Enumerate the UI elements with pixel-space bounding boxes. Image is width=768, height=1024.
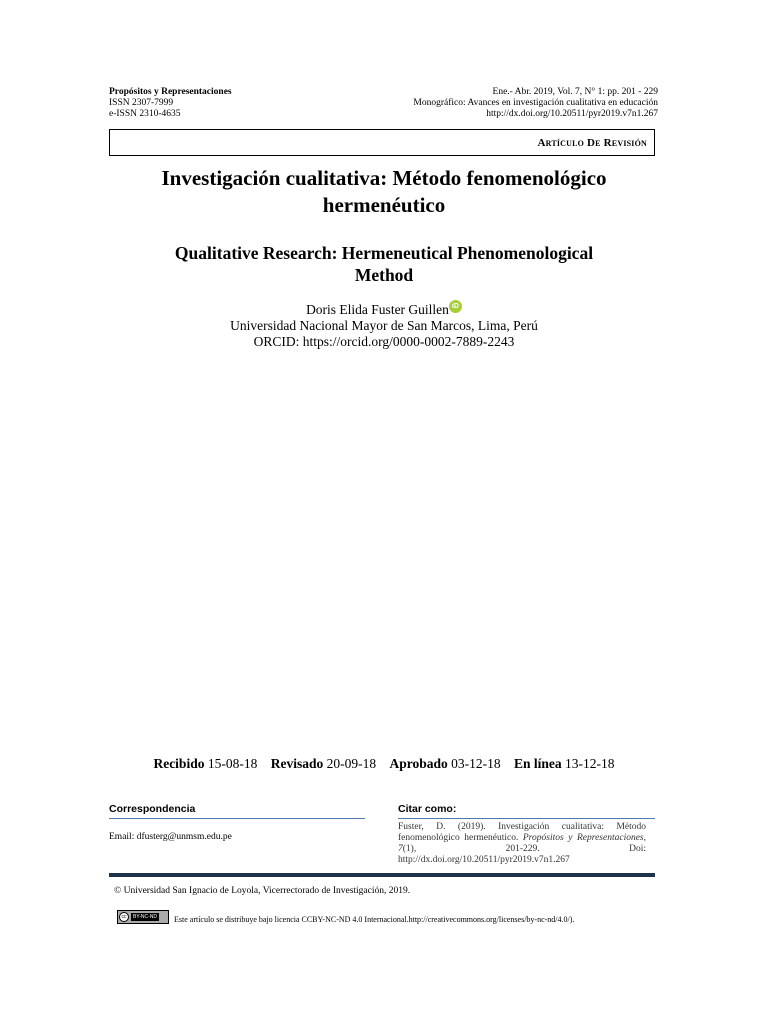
cite-divider bbox=[398, 818, 655, 819]
author-block bbox=[110, 302, 658, 350]
journal-header-left bbox=[109, 87, 232, 120]
issue-info: Ene.- Abr. 2019, Vol. 7, N° 1: pp. 201 - 229 bbox=[492, 87, 658, 97]
footer-divider-bar bbox=[109, 873, 655, 877]
cc-icon: cc bbox=[119, 912, 129, 922]
author-orcid[interactable]: ORCID: https://orcid.org/0000-0002-7889-2243 bbox=[253, 334, 515, 349]
online-date: 13-12-18 bbox=[565, 756, 615, 771]
citation-volume: 7 bbox=[398, 844, 403, 854]
approved-date: 03-12-18 bbox=[451, 756, 501, 771]
approved-label: Aprobado bbox=[389, 756, 448, 771]
cite-heading: Citar como: bbox=[398, 803, 457, 815]
journal-header-right bbox=[413, 87, 658, 120]
title-english-line2: Method bbox=[354, 265, 414, 285]
title-english-line1: Qualitative Research: Hermeneutical Phenomenological bbox=[174, 243, 594, 263]
article-type: Artículo De Revisión bbox=[537, 137, 647, 149]
header-doi-link[interactable]: http://dx.doi.org/10.20511/pyr2019.v7n1.267 bbox=[486, 109, 658, 119]
cc-license-badge[interactable] bbox=[117, 910, 169, 924]
copyright-notice: © Universidad San Ignacio de Loyola, Vicerrectorado de Investigación, 2019. bbox=[114, 886, 411, 896]
revised-date: 20-09-18 bbox=[326, 756, 377, 771]
title-english bbox=[110, 242, 658, 286]
publication-dates bbox=[110, 756, 658, 772]
revised-label: Revisado bbox=[270, 756, 324, 771]
received-label: Recibido bbox=[153, 756, 205, 771]
citation-part2: (1), 201-229. Doi: http://dx.doi.org/10.20511/pyr2019.v7n1.267 bbox=[398, 844, 646, 865]
journal-name: Propósitos y Representaciones bbox=[109, 87, 232, 97]
orcid-icon[interactable]: iD bbox=[449, 300, 462, 313]
monograph-info: Monográfico: Avances en investigación cualitativa en educación bbox=[413, 98, 658, 108]
issn: ISSN 2307-7999 bbox=[109, 98, 174, 108]
author-affiliation: Universidad Nacional Mayor de San Marcos, Lima, Perú bbox=[230, 318, 538, 333]
citation-text bbox=[398, 822, 646, 866]
title-spanish bbox=[110, 165, 658, 219]
citation-journal: Propósitos y Representaciones, bbox=[522, 833, 646, 843]
license-text: Este artículo se distribuye bajo licencia CCBY-NC-ND 4.0 Internacional.http://creativecommons.org/licenses/by-nc-nd/4.0/). bbox=[174, 915, 575, 924]
eissn: e-ISSN 2310-4635 bbox=[109, 109, 181, 119]
article-type-box bbox=[109, 129, 655, 156]
title-spanish-line2: hermenéutico bbox=[322, 193, 446, 217]
online-label: En línea bbox=[514, 756, 562, 771]
correspondence-email[interactable]: Email: dfusterg@unmsm.edu.pe bbox=[109, 832, 232, 842]
title-spanish-line1: Investigación cualitativa: Método fenomenológico bbox=[161, 166, 607, 190]
author-line bbox=[110, 302, 658, 318]
received-date: 15-08-18 bbox=[207, 756, 258, 771]
citation-part1: Fuster, D. (2019). Investigación cualitativa: Método fenomenológico hermenéutico. bbox=[398, 822, 646, 843]
author-name: Doris Elida Fuster Guillen bbox=[306, 302, 449, 317]
correspondence-divider bbox=[109, 818, 365, 819]
correspondence-heading: Correspondencia bbox=[109, 803, 196, 815]
cc-badge-text: BY-NC-ND bbox=[133, 914, 157, 920]
